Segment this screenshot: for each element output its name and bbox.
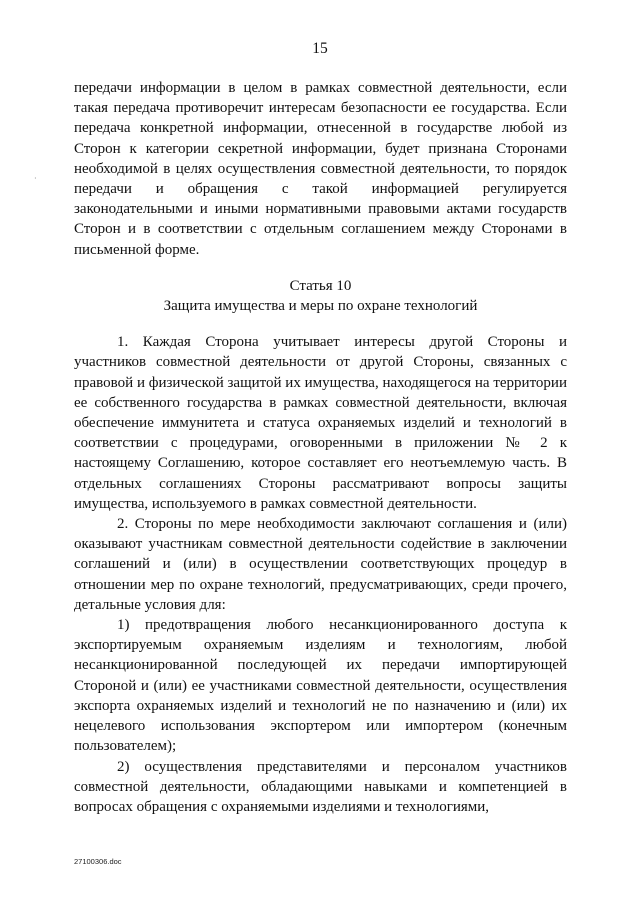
- paragraph-continuation: передачи информации в целом в рамках совместной деятельности, если такая передача противоречит интересам безопасности ее государства. Если передача конкретной информации, отнесенной в государстве любой из Сторон к категории секретной информации, будет признана Сторонами необходимой в целях осуществления совместной деятельности, то порядок передачи и обращения с такой информацией регулируется законодательными и иными нормативными правовыми актами государств Сторон и в соответствии с отдельным соглашением между Сторонами в письменной форме.: [74, 80, 567, 258]
- page-number: 15: [312, 40, 328, 57]
- document-body: [74, 78, 567, 817]
- article-title: Защита имущества и меры по охране технологий: [163, 298, 478, 315]
- article-heading: Статья 10: [289, 277, 352, 294]
- margin-mark: ·: [34, 174, 37, 183]
- paragraph-subitem-1: 1) предотвращения любого несанкционированного доступа к экспортируемым охраняемым изделиям и технологиям, любой несанкционированной последующей их передачи импортирующей Стороной и (или) ее участниками совместной деятельности, осуществления экспорта охраняемых изделий и технологий не по назначению и (или) их нецелевого использования экспортером или импортером (конечным пользователем);: [74, 617, 567, 755]
- paragraph-item-2: 2. Стороны по мере необходимости заключают соглашения и (или) оказывают участникам совместной деятельности содействие в заключении соглашений и (или) в осуществлении соответствующих процедур в отношении мер по охране технологий, предусматривающих, среди прочего, детальные условия для:: [74, 516, 567, 613]
- paragraph-item-1: 1. Каждая Сторона учитывает интересы другой Стороны и участников совместной деятельности от другой Стороны, связанных с правовой и физической защитой их имущества, находящегося на территории ее собственного государства в рамках совместной деятельности, включая обеспечение иммунитета и статуса охраняемых изделий и технологий в соответствии с процедурами, оговоренными в приложении № 2 к настоящему Соглашению, которое составляет его неотъемлемую часть. В отдельных соглашениях Стороны рассматривают вопросы защиты имущества, используемого в рамках совместной деятельности.: [74, 334, 567, 512]
- paragraph-subitem-2: 2) осуществления представителями и персоналом участников совместной деятельности, обладающими навыками и компетенцией в вопросах обращения с охраняемыми изделиями и технологиями,: [74, 758, 567, 815]
- footer-filename: 27100306.doc: [74, 857, 122, 866]
